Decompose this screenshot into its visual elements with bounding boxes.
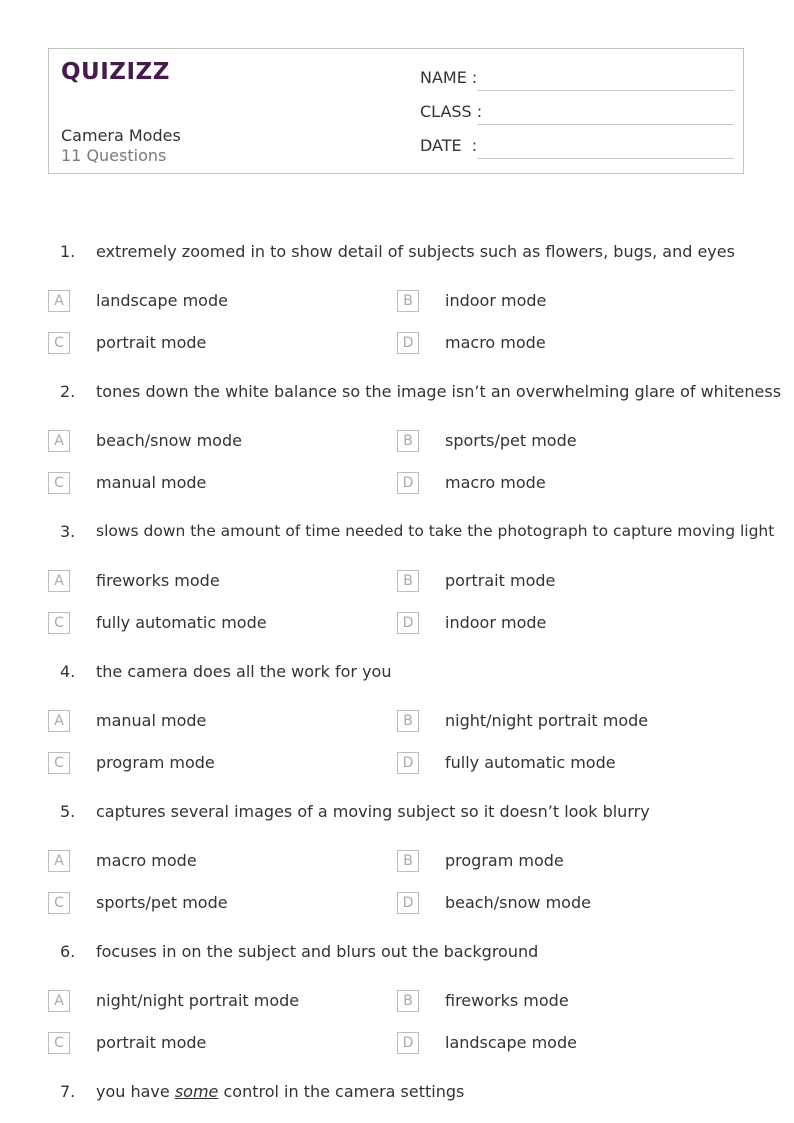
option-box-a[interactable]: A — [48, 430, 70, 452]
option-text: macro mode — [445, 333, 546, 352]
option-text: portrait mode — [96, 333, 207, 352]
option-box-c[interactable]: C — [48, 752, 70, 774]
option-box-d[interactable]: D — [397, 1032, 419, 1054]
option-box-b[interactable]: B — [397, 570, 419, 592]
date-label: DATE : — [420, 136, 478, 155]
worksheet-header — [48, 48, 744, 174]
option-text: program mode — [96, 753, 215, 772]
option-box-a[interactable]: A — [48, 710, 70, 732]
option-text: manual mode — [96, 473, 207, 492]
option-box-c[interactable]: C — [48, 472, 70, 494]
class-label: CLASS : — [420, 102, 483, 121]
name-label: NAME : — [420, 68, 478, 87]
option-text: program mode — [445, 851, 564, 870]
option-box-d[interactable]: D — [397, 752, 419, 774]
option-text: macro mode — [445, 473, 546, 492]
worksheet-title: Camera Modes — [61, 126, 181, 145]
option-text: fully automatic mode — [96, 613, 267, 632]
option-box-d[interactable]: D — [397, 612, 419, 634]
option-box-c[interactable]: C — [48, 332, 70, 354]
option-text: fully automatic mode — [445, 753, 616, 772]
option-box-b[interactable]: B — [397, 290, 419, 312]
option-text: night/night portrait mode — [445, 711, 649, 730]
option-box-b[interactable]: B — [397, 430, 419, 452]
option-box-b[interactable]: B — [397, 850, 419, 872]
question-count: 11 Questions — [61, 146, 167, 165]
question-number: 1. — [60, 242, 76, 261]
class-field[interactable] — [420, 102, 734, 126]
question-number: 7. — [60, 1082, 76, 1101]
class-line — [477, 124, 734, 125]
option-text: beach/snow mode — [445, 893, 591, 912]
option-text: manual mode — [96, 711, 207, 730]
question-text: tones down the white balance so the image isn’t an overwhelming glare of whiteness — [96, 382, 782, 401]
emphasized-word: some — [174, 1082, 219, 1101]
option-text: portrait mode — [96, 1033, 207, 1052]
date-field[interactable] — [420, 136, 734, 160]
quizizz-logo: QUIZIZZ — [61, 59, 170, 85]
option-text: indoor mode — [445, 291, 547, 310]
question-text: the camera does all the work for you — [96, 662, 392, 681]
question-text: captures several images of a moving subject so it doesn’t look blurry — [96, 802, 650, 821]
option-box-c[interactable]: C — [48, 612, 70, 634]
option-text: night/night portrait mode — [96, 991, 300, 1010]
question-text — [96, 1082, 464, 1101]
option-box-c[interactable]: C — [48, 892, 70, 914]
option-box-c[interactable]: C — [48, 1032, 70, 1054]
question-text-after: control in the camera settings — [218, 1082, 465, 1101]
option-text: sports/pet mode — [445, 431, 577, 450]
option-box-d[interactable]: D — [397, 892, 419, 914]
option-box-a[interactable]: A — [48, 290, 70, 312]
option-text: beach/snow mode — [96, 431, 242, 450]
option-text: sports/pet mode — [96, 893, 228, 912]
option-box-a[interactable]: A — [48, 850, 70, 872]
option-box-a[interactable]: A — [48, 990, 70, 1012]
option-box-a[interactable]: A — [48, 570, 70, 592]
name-line — [477, 90, 734, 91]
question-number: 4. — [60, 662, 76, 681]
option-text: fireworks mode — [96, 571, 220, 590]
option-box-b[interactable]: B — [397, 990, 419, 1012]
question-text: slows down the amount of time needed to take the photograph to capture moving light — [96, 522, 775, 540]
name-field[interactable] — [420, 68, 734, 92]
question-text: extremely zoomed in to show detail of subjects such as flowers, bugs, and eyes — [96, 242, 735, 261]
question-number: 5. — [60, 802, 76, 821]
option-text: macro mode — [96, 851, 197, 870]
question-number: 2. — [60, 382, 76, 401]
option-text: portrait mode — [445, 571, 556, 590]
option-box-b[interactable]: B — [397, 710, 419, 732]
question-text-before: you have — [96, 1082, 175, 1101]
option-box-d[interactable]: D — [397, 332, 419, 354]
option-text: indoor mode — [445, 613, 547, 632]
question-number: 6. — [60, 942, 76, 961]
question-number: 3. — [60, 522, 76, 541]
date-line — [477, 158, 734, 159]
option-box-d[interactable]: D — [397, 472, 419, 494]
option-text: landscape mode — [96, 291, 228, 310]
option-text: landscape mode — [445, 1033, 577, 1052]
option-text: fireworks mode — [445, 991, 569, 1010]
question-text: focuses in on the subject and blurs out the background — [96, 942, 539, 961]
